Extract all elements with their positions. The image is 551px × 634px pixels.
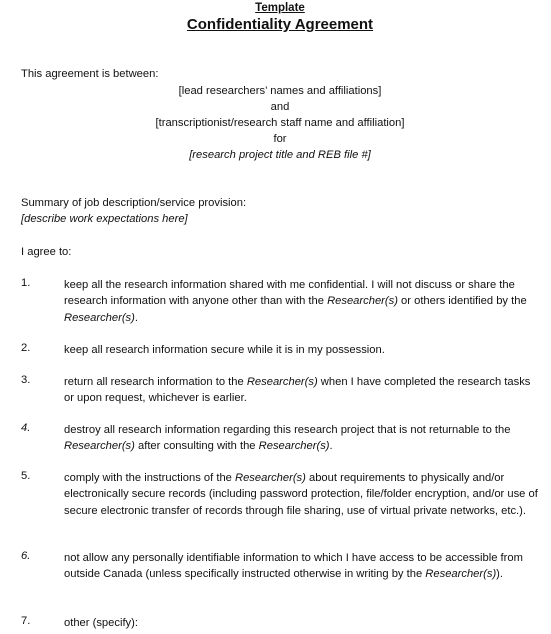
and-connector: and: [270, 101, 290, 113]
agree-intro: I agree to:: [21, 246, 72, 258]
staff-placeholder: [transcriptionist/research staff name and affiliation]: [155, 117, 405, 129]
item-number: 2.: [21, 342, 31, 354]
item-text: keep all the research information shared with me confidential. I will not discuss or share the research information with anyone other than with the Researcher(s) or others identified by the Researcher(s).: [64, 279, 527, 324]
item-text: comply with the instructions of the Researcher(s) about requirements to physically and/or electronically secure records (including password protection, file/folder encryption, and/or use of secure electronic transfer of records through file sharing, use of virtual private networks, etc.).: [64, 472, 538, 517]
item-number: 6.: [21, 550, 31, 562]
item-text: return all research information to the Researcher(s) when I have completed the research tasks or upon request, whichever is earlier.: [64, 376, 531, 405]
parties-intro: This agreement is between:: [21, 68, 159, 80]
item-text: destroy all research information regarding this research project that is not returnable to the Researcher(s) after consulting with the Researcher(s).: [64, 424, 511, 453]
for-connector: for: [273, 133, 287, 145]
document-title: Confidentiality Agreement: [186, 16, 374, 33]
item-number: 7.: [21, 615, 31, 627]
item-number: 5.: [21, 470, 31, 482]
item-text: not allow any personally identifiable information to which I have access to be accessible from outside Canada (unless specifically instructed otherwise in writing by the Researcher(s)).: [64, 552, 523, 581]
item-number: 4.: [21, 422, 31, 434]
template-label: Template: [255, 2, 305, 14]
item-number: 3.: [21, 374, 31, 386]
item-text: keep all research information secure while it is in my possession.: [64, 344, 385, 356]
item-text: other (specify):: [64, 617, 138, 629]
work-expectations-placeholder: [describe work expectations here]: [21, 213, 188, 225]
lead-researchers-placeholder: [lead researchers’ names and affiliations]: [178, 85, 382, 97]
project-title-placeholder: [research project title and REB file #]: [189, 149, 371, 161]
summary-label: Summary of job description/service provision:: [21, 197, 247, 209]
item-number: 1.: [21, 277, 31, 289]
